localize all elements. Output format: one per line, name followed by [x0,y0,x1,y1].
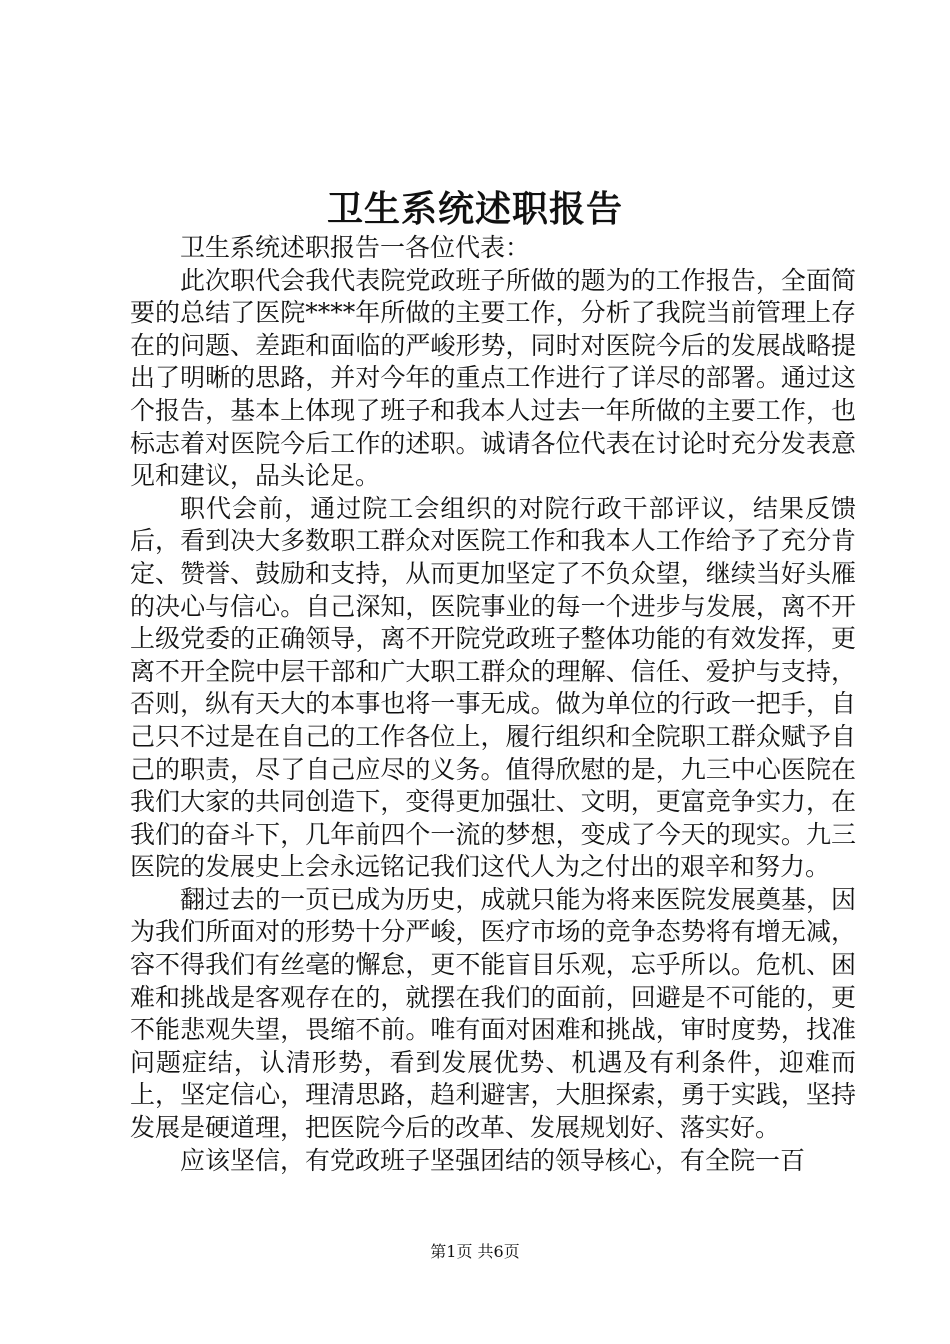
paragraph-2: 此次职代会我代表院党政班子所做的题为的工作报告，全面简要的总结了医院****年所做的主要工作，分析了我院当前管理上存在的问题、差距和面临的严峻形势，同时对医院今后的发展战略提出了明晰的思路，并对今年的重点工作进行了详尽的部署。通过这个报告，基本上体现了班子和我本人过去一年所做的主要工作，也标志着对医院今后工作的述职。诚请各位代表在讨论时充分发表意见和建议，品头论足。 [130,265,856,491]
paragraph-4: 翻过去的一页已成为历史，成就只能为将来医院发展奠基，因为我们所面对的形势十分严峻，医疗市场的竞争态势将有增无减，容不得我们有丝毫的懈怠，更不能盲目乐观，忘乎所以。危机、困难和挑战是客观存在的，就摆在我们的面前，回避是不可能的，更不能悲观失望，畏缩不前。唯有面对困难和挑战，审时度势，找准问题症结，认清形势，看到发展优势、机遇及有利条件，迎难而上，坚定信心，理清思路，趋利避害，大胆探索，勇于实践，坚持发展是硬道理，把医院今后的改革、发展规划好、落实好。 [130,884,856,1143]
paragraph-3: 职代会前，通过院工会组织的对院行政干部评议，结果反馈后，看到决大多数职工群众对医院工作和我本人工作给予了充分肯定、赞誉、鼓励和支持，从而更加坚定了不负众望，继续当好头雁的决心与信心。自己深知，医院事业的每一个进步与发展，离不开上级党委的正确领导，离不开院党政班子整体功能的有效发挥，更离不开全院中层干部和广大职工群众的理解、信任、爱护与支持，否则，纵有天大的本事也将一事无成。做为单位的行政一把手，自己只不过是在自己的工作各位上，履行组织和全院职工群众赋予自己的职责，尽了自己应尽的义务。值得欣慰的是，九三中心医院在我们大家的共同创造下，变得更加强壮、文明，更富竞争实力，在我们的奋斗下，几年前四个一流的梦想，变成了今天的现实。九三医院的发展史上会永远铭记我们这代人为之付出的艰辛和努力。 [130,493,856,882]
paragraph-1: 卫生系统述职报告一各位代表： [180,233,531,262]
paragraph-5: 应该坚信，有党政班子坚强团结的领导核心，有全院一百 [180,1145,806,1175]
page-number-footer: 第1页 共6页 [430,1242,520,1261]
document-title: 卫生系统述职报告 [326,188,623,230]
document-body [130,232,856,1177]
